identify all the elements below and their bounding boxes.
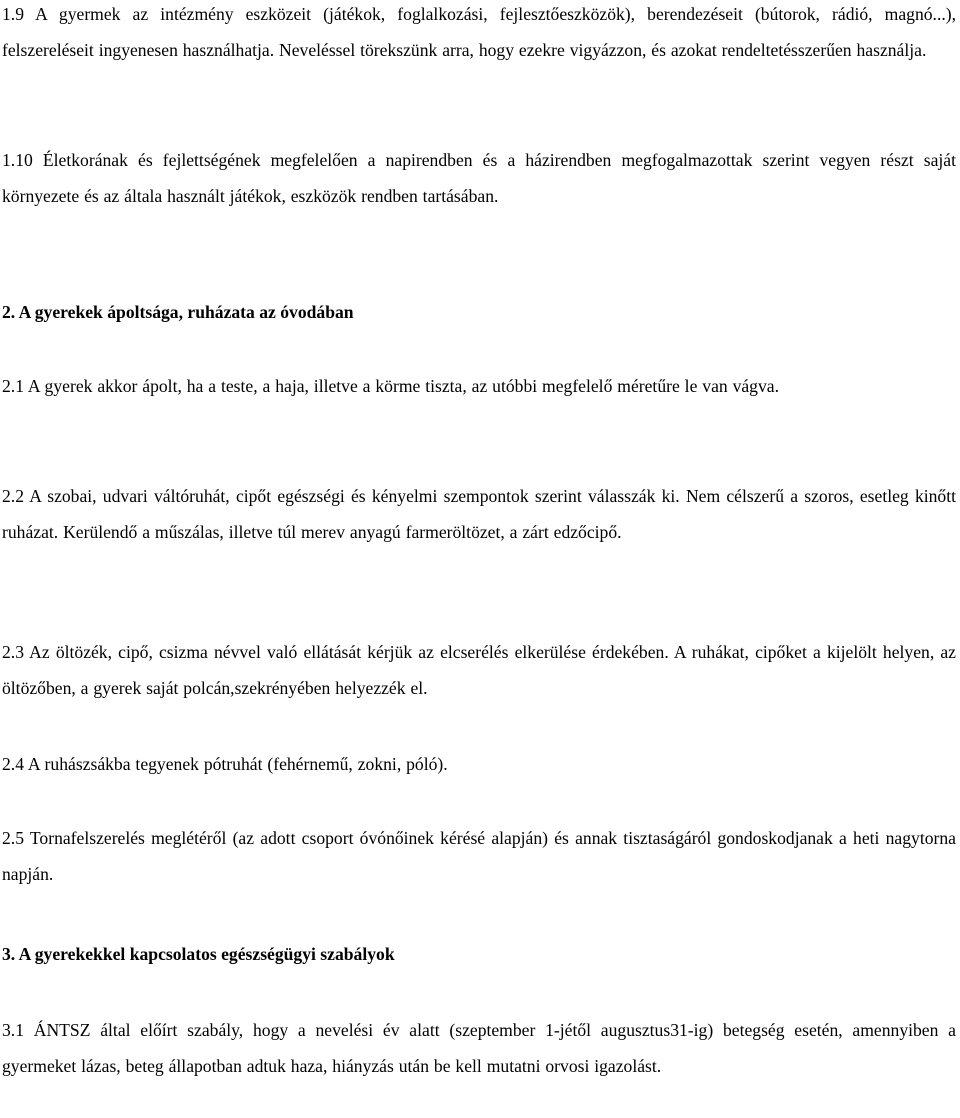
paragraph-1-9: 1.9 A gyermek az intézmény eszközeit (játékok, foglalkozási, fejlesztőeszközök), berendezéseit (bútorok, rádió, magnó...), felszereléseit ingyenesen használhatja. Neveléssel törekszünk arra, hogy ezekre vigyázzon, és azokat rendeltetésszerűen használja.	[2, 4, 956, 61]
section-heading-3: 3. A gyerekekkel kapcsolatos egészségügyi szabályok	[2, 944, 395, 964]
paragraph-3-1: 3.1 ÁNTSZ által előírt szabály, hogy a nevelési év alatt (szeptember 1-jétől augusztus31-ig) betegség esetén, amennyiben a gyermeket lázas, beteg állapotban adtuk haza, hiányzás után be kell mutatni orvosi igazolást.	[2, 1020, 956, 1077]
paragraph-2-1: 2.1 A gyerek akkor ápolt, ha a teste, a haja, illetve a körme tiszta, az utóbbi megfelelő méretűre le van vágva.	[2, 376, 779, 396]
paragraph-2-2: 2.2 A szobai, udvari váltóruhát, cipőt egészségi és kényelmi szempontok szerint válasszák ki. Nem célszerű a szoros, esetleg kinőtt ruházat. Kerülendő a műszálas, illetve túl merev anyagú farmeröltözet, a zárt edzőcipő.	[2, 486, 956, 543]
paragraph-2-3: 2.3 Az öltözék, cipő, csizma névvel való ellátását kérjük az elcserélés elkerülése érdekében. A ruhákat, cipőket a kijelölt helyen, az öltözőben, a gyerek saját polcán,szekrényében helyezzék el.	[2, 642, 956, 699]
paragraph-1-10: 1.10 Életkorának és fejlettségének megfelelően a napirendben és a házirendben megfogalmazottak szerint vegyen részt saját környezete és az általa használt játékok, eszközök rendben tartásában.	[2, 150, 956, 207]
section-heading-2: 2. A gyerekek ápoltsága, ruházata az óvodában	[2, 302, 354, 322]
paragraph-2-4: 2.4 A ruhászsákba tegyenek pótruhát (fehérnemű, zokni, póló).	[2, 754, 448, 774]
paragraph-2-5: 2.5 Tornafelszerelés meglétéről (az adott csoport óvónőinek kérésé alapján) és annak tisztaságáról gondoskodjanak a heti nagytorna napján.	[2, 828, 956, 885]
